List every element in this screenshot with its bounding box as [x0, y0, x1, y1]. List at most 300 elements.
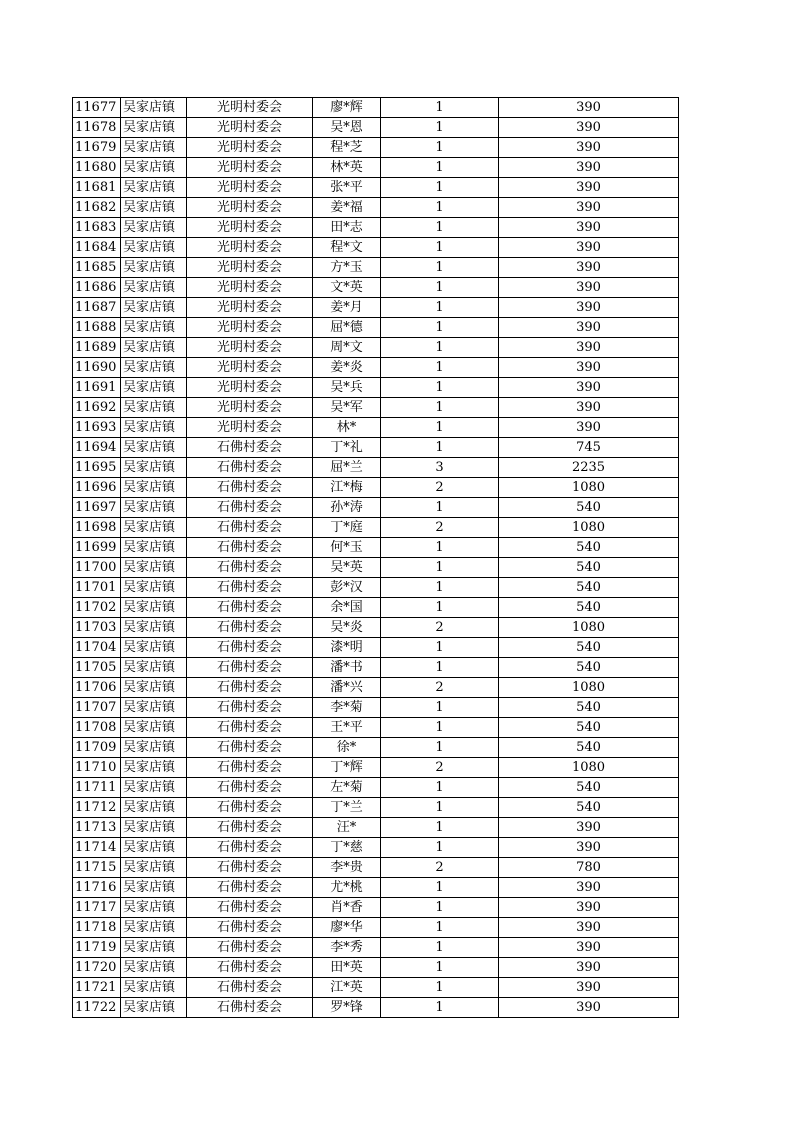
amount-cell: 2235 [499, 458, 679, 478]
village-cell: 石佛村委会 [187, 598, 313, 618]
amount-cell: 1080 [499, 618, 679, 638]
name-cell: 姜*福 [313, 198, 381, 218]
name-cell: 潘*书 [313, 658, 381, 678]
table-row [73, 758, 679, 778]
count-cell: 2 [381, 678, 499, 698]
name-cell: 丁*慈 [313, 838, 381, 858]
town-cell: 吴家店镇 [121, 538, 187, 558]
town-cell: 吴家店镇 [121, 98, 187, 118]
amount-cell: 540 [499, 578, 679, 598]
name-cell: 廖*华 [313, 918, 381, 938]
village-cell: 光明村委会 [187, 138, 313, 158]
row-id-cell: 11722 [73, 998, 121, 1018]
count-cell: 1 [381, 558, 499, 578]
count-cell: 1 [381, 398, 499, 418]
count-cell: 1 [381, 298, 499, 318]
count-cell: 1 [381, 878, 499, 898]
row-id-cell: 11684 [73, 238, 121, 258]
count-cell: 1 [381, 198, 499, 218]
amount-cell: 390 [499, 898, 679, 918]
village-cell: 光明村委会 [187, 238, 313, 258]
table-row [73, 638, 679, 658]
name-cell: 姜*炎 [313, 358, 381, 378]
town-cell: 吴家店镇 [121, 458, 187, 478]
name-cell: 潘*兴 [313, 678, 381, 698]
row-id-cell: 11698 [73, 518, 121, 538]
count-cell: 1 [381, 278, 499, 298]
name-cell: 周*文 [313, 338, 381, 358]
count-cell: 1 [381, 658, 499, 678]
count-cell: 1 [381, 738, 499, 758]
count-cell: 1 [381, 98, 499, 118]
amount-cell: 390 [499, 998, 679, 1018]
row-id-cell: 11696 [73, 478, 121, 498]
row-id-cell: 11680 [73, 158, 121, 178]
village-cell: 光明村委会 [187, 318, 313, 338]
count-cell: 2 [381, 518, 499, 538]
name-cell: 江*英 [313, 978, 381, 998]
count-cell: 1 [381, 938, 499, 958]
table-row [73, 478, 679, 498]
table-row [73, 438, 679, 458]
row-id-cell: 11721 [73, 978, 121, 998]
town-cell: 吴家店镇 [121, 598, 187, 618]
table-row [73, 658, 679, 678]
town-cell: 吴家店镇 [121, 998, 187, 1018]
table-row [73, 798, 679, 818]
amount-cell: 390 [499, 838, 679, 858]
town-cell: 吴家店镇 [121, 798, 187, 818]
subsidy-table [72, 97, 679, 1018]
village-cell: 石佛村委会 [187, 478, 313, 498]
town-cell: 吴家店镇 [121, 618, 187, 638]
table-row [73, 418, 679, 438]
row-id-cell: 11712 [73, 798, 121, 818]
name-cell: 田*英 [313, 958, 381, 978]
amount-cell: 390 [499, 158, 679, 178]
village-cell: 石佛村委会 [187, 518, 313, 538]
village-cell: 石佛村委会 [187, 898, 313, 918]
table-row [73, 698, 679, 718]
village-cell: 光明村委会 [187, 178, 313, 198]
count-cell: 1 [381, 318, 499, 338]
town-cell: 吴家店镇 [121, 158, 187, 178]
count-cell: 1 [381, 498, 499, 518]
row-id-cell: 11682 [73, 198, 121, 218]
name-cell: 丁*兰 [313, 798, 381, 818]
name-cell: 屈*兰 [313, 458, 381, 478]
village-cell: 石佛村委会 [187, 438, 313, 458]
town-cell: 吴家店镇 [121, 378, 187, 398]
count-cell: 1 [381, 958, 499, 978]
count-cell: 1 [381, 698, 499, 718]
town-cell: 吴家店镇 [121, 858, 187, 878]
table-row [73, 338, 679, 358]
town-cell: 吴家店镇 [121, 298, 187, 318]
amount-cell: 1080 [499, 758, 679, 778]
name-cell: 程*芝 [313, 138, 381, 158]
village-cell: 光明村委会 [187, 358, 313, 378]
count-cell: 2 [381, 478, 499, 498]
amount-cell: 540 [499, 598, 679, 618]
name-cell: 左*菊 [313, 778, 381, 798]
village-cell: 光明村委会 [187, 258, 313, 278]
table-row [73, 598, 679, 618]
amount-cell: 390 [499, 978, 679, 998]
row-id-cell: 11716 [73, 878, 121, 898]
count-cell: 1 [381, 578, 499, 598]
count-cell: 1 [381, 998, 499, 1018]
row-id-cell: 11692 [73, 398, 121, 418]
table-row [73, 258, 679, 278]
village-cell: 石佛村委会 [187, 978, 313, 998]
amount-cell: 390 [499, 878, 679, 898]
amount-cell: 390 [499, 378, 679, 398]
name-cell: 林*英 [313, 158, 381, 178]
row-id-cell: 11694 [73, 438, 121, 458]
amount-cell: 390 [499, 298, 679, 318]
village-cell: 石佛村委会 [187, 918, 313, 938]
village-cell: 石佛村委会 [187, 558, 313, 578]
name-cell: 孙*涛 [313, 498, 381, 518]
table-body [73, 98, 679, 1018]
count-cell: 1 [381, 538, 499, 558]
name-cell: 吴*英 [313, 558, 381, 578]
village-cell: 石佛村委会 [187, 998, 313, 1018]
name-cell: 文*英 [313, 278, 381, 298]
name-cell: 田*志 [313, 218, 381, 238]
town-cell: 吴家店镇 [121, 678, 187, 698]
row-id-cell: 11714 [73, 838, 121, 858]
village-cell: 石佛村委会 [187, 738, 313, 758]
amount-cell: 390 [499, 318, 679, 338]
town-cell: 吴家店镇 [121, 718, 187, 738]
table-row [73, 898, 679, 918]
row-id-cell: 11718 [73, 918, 121, 938]
town-cell: 吴家店镇 [121, 738, 187, 758]
count-cell: 1 [381, 418, 499, 438]
town-cell: 吴家店镇 [121, 518, 187, 538]
amount-cell: 540 [499, 638, 679, 658]
table-row [73, 218, 679, 238]
name-cell: 李*贵 [313, 858, 381, 878]
count-cell: 3 [381, 458, 499, 478]
amount-cell: 390 [499, 418, 679, 438]
amount-cell: 540 [499, 778, 679, 798]
village-cell: 石佛村委会 [187, 878, 313, 898]
town-cell: 吴家店镇 [121, 978, 187, 998]
table-row [73, 918, 679, 938]
table-row [73, 138, 679, 158]
row-id-cell: 11683 [73, 218, 121, 238]
amount-cell: 390 [499, 818, 679, 838]
row-id-cell: 11697 [73, 498, 121, 518]
amount-cell: 540 [499, 538, 679, 558]
village-cell: 光明村委会 [187, 158, 313, 178]
amount-cell: 390 [499, 258, 679, 278]
name-cell: 徐* [313, 738, 381, 758]
table-row [73, 298, 679, 318]
town-cell: 吴家店镇 [121, 818, 187, 838]
name-cell: 罗*锋 [313, 998, 381, 1018]
table-row [73, 198, 679, 218]
name-cell: 漆*明 [313, 638, 381, 658]
row-id-cell: 11688 [73, 318, 121, 338]
row-id-cell: 11703 [73, 618, 121, 638]
table-row [73, 118, 679, 138]
row-id-cell: 11707 [73, 698, 121, 718]
row-id-cell: 11713 [73, 818, 121, 838]
village-cell: 石佛村委会 [187, 758, 313, 778]
village-cell: 光明村委会 [187, 98, 313, 118]
row-id-cell: 11685 [73, 258, 121, 278]
table-row [73, 718, 679, 738]
count-cell: 1 [381, 978, 499, 998]
town-cell: 吴家店镇 [121, 758, 187, 778]
town-cell: 吴家店镇 [121, 398, 187, 418]
village-cell: 石佛村委会 [187, 818, 313, 838]
amount-cell: 390 [499, 118, 679, 138]
table-row [73, 938, 679, 958]
amount-cell: 390 [499, 938, 679, 958]
amount-cell: 390 [499, 138, 679, 158]
name-cell: 林* [313, 418, 381, 438]
name-cell: 吴*恩 [313, 118, 381, 138]
town-cell: 吴家店镇 [121, 178, 187, 198]
amount-cell: 1080 [499, 678, 679, 698]
village-cell: 石佛村委会 [187, 858, 313, 878]
row-id-cell: 11717 [73, 898, 121, 918]
town-cell: 吴家店镇 [121, 838, 187, 858]
row-id-cell: 11681 [73, 178, 121, 198]
row-id-cell: 11690 [73, 358, 121, 378]
village-cell: 石佛村委会 [187, 798, 313, 818]
name-cell: 汪* [313, 818, 381, 838]
town-cell: 吴家店镇 [121, 438, 187, 458]
name-cell: 余*国 [313, 598, 381, 618]
amount-cell: 540 [499, 498, 679, 518]
amount-cell: 1080 [499, 478, 679, 498]
town-cell: 吴家店镇 [121, 638, 187, 658]
village-cell: 石佛村委会 [187, 678, 313, 698]
count-cell: 2 [381, 858, 499, 878]
table-row [73, 978, 679, 998]
table-row [73, 278, 679, 298]
count-cell: 1 [381, 258, 499, 278]
count-cell: 1 [381, 358, 499, 378]
amount-cell: 540 [499, 558, 679, 578]
table-row [73, 818, 679, 838]
row-id-cell: 11708 [73, 718, 121, 738]
name-cell: 尤*桃 [313, 878, 381, 898]
town-cell: 吴家店镇 [121, 878, 187, 898]
row-id-cell: 11686 [73, 278, 121, 298]
amount-cell: 390 [499, 338, 679, 358]
amount-cell: 540 [499, 658, 679, 678]
village-cell: 光明村委会 [187, 198, 313, 218]
town-cell: 吴家店镇 [121, 118, 187, 138]
village-cell: 光明村委会 [187, 338, 313, 358]
name-cell: 屈*德 [313, 318, 381, 338]
name-cell: 吴*兵 [313, 378, 381, 398]
count-cell: 1 [381, 338, 499, 358]
count-cell: 2 [381, 758, 499, 778]
name-cell: 方*玉 [313, 258, 381, 278]
amount-cell: 390 [499, 398, 679, 418]
row-id-cell: 11704 [73, 638, 121, 658]
name-cell: 姜*月 [313, 298, 381, 318]
town-cell: 吴家店镇 [121, 958, 187, 978]
village-cell: 石佛村委会 [187, 778, 313, 798]
village-cell: 石佛村委会 [187, 538, 313, 558]
town-cell: 吴家店镇 [121, 278, 187, 298]
count-cell: 1 [381, 818, 499, 838]
town-cell: 吴家店镇 [121, 358, 187, 378]
town-cell: 吴家店镇 [121, 558, 187, 578]
table-row [73, 878, 679, 898]
count-cell: 1 [381, 138, 499, 158]
town-cell: 吴家店镇 [121, 418, 187, 438]
table-row [73, 958, 679, 978]
town-cell: 吴家店镇 [121, 578, 187, 598]
name-cell: 程*文 [313, 238, 381, 258]
table-row [73, 238, 679, 258]
table-row [73, 178, 679, 198]
count-cell: 1 [381, 598, 499, 618]
count-cell: 1 [381, 898, 499, 918]
table-row [73, 318, 679, 338]
amount-cell: 540 [499, 718, 679, 738]
village-cell: 石佛村委会 [187, 958, 313, 978]
table-row [73, 998, 679, 1018]
row-id-cell: 11678 [73, 118, 121, 138]
row-id-cell: 11693 [73, 418, 121, 438]
table-row [73, 378, 679, 398]
count-cell: 1 [381, 178, 499, 198]
count-cell: 1 [381, 718, 499, 738]
town-cell: 吴家店镇 [121, 318, 187, 338]
town-cell: 吴家店镇 [121, 898, 187, 918]
village-cell: 石佛村委会 [187, 698, 313, 718]
count-cell: 1 [381, 638, 499, 658]
name-cell: 肖*香 [313, 898, 381, 918]
village-cell: 石佛村委会 [187, 618, 313, 638]
name-cell: 李*秀 [313, 938, 381, 958]
village-cell: 光明村委会 [187, 218, 313, 238]
row-id-cell: 11699 [73, 538, 121, 558]
name-cell: 彭*汉 [313, 578, 381, 598]
count-cell: 1 [381, 918, 499, 938]
count-cell: 1 [381, 118, 499, 138]
amount-cell: 390 [499, 98, 679, 118]
name-cell: 王*平 [313, 718, 381, 738]
table-row [73, 458, 679, 478]
amount-cell: 780 [499, 858, 679, 878]
table-row [73, 158, 679, 178]
name-cell: 廖*辉 [313, 98, 381, 118]
amount-cell: 390 [499, 178, 679, 198]
amount-cell: 390 [499, 238, 679, 258]
town-cell: 吴家店镇 [121, 658, 187, 678]
village-cell: 石佛村委会 [187, 838, 313, 858]
village-cell: 光明村委会 [187, 378, 313, 398]
village-cell: 石佛村委会 [187, 458, 313, 478]
town-cell: 吴家店镇 [121, 938, 187, 958]
table-row [73, 858, 679, 878]
row-id-cell: 11691 [73, 378, 121, 398]
table-row [73, 398, 679, 418]
amount-cell: 390 [499, 198, 679, 218]
row-id-cell: 11711 [73, 778, 121, 798]
count-cell: 1 [381, 238, 499, 258]
row-id-cell: 11710 [73, 758, 121, 778]
amount-cell: 745 [499, 438, 679, 458]
table-row [73, 358, 679, 378]
row-id-cell: 11719 [73, 938, 121, 958]
amount-cell: 390 [499, 918, 679, 938]
table-row [73, 838, 679, 858]
amount-cell: 540 [499, 698, 679, 718]
table-row [73, 678, 679, 698]
amount-cell: 540 [499, 798, 679, 818]
row-id-cell: 11700 [73, 558, 121, 578]
count-cell: 1 [381, 378, 499, 398]
row-id-cell: 11701 [73, 578, 121, 598]
town-cell: 吴家店镇 [121, 698, 187, 718]
table-row [73, 618, 679, 638]
table-row [73, 538, 679, 558]
row-id-cell: 11706 [73, 678, 121, 698]
amount-cell: 390 [499, 218, 679, 238]
row-id-cell: 11677 [73, 98, 121, 118]
row-id-cell: 11679 [73, 138, 121, 158]
count-cell: 2 [381, 618, 499, 638]
name-cell: 吴*军 [313, 398, 381, 418]
row-id-cell: 11702 [73, 598, 121, 618]
village-cell: 石佛村委会 [187, 638, 313, 658]
name-cell: 张*平 [313, 178, 381, 198]
town-cell: 吴家店镇 [121, 218, 187, 238]
town-cell: 吴家店镇 [121, 138, 187, 158]
count-cell: 1 [381, 158, 499, 178]
row-id-cell: 11709 [73, 738, 121, 758]
name-cell: 何*玉 [313, 538, 381, 558]
table-row [73, 578, 679, 598]
village-cell: 石佛村委会 [187, 938, 313, 958]
table-row [73, 778, 679, 798]
town-cell: 吴家店镇 [121, 338, 187, 358]
name-cell: 丁*庭 [313, 518, 381, 538]
town-cell: 吴家店镇 [121, 498, 187, 518]
village-cell: 光明村委会 [187, 298, 313, 318]
name-cell: 丁*礼 [313, 438, 381, 458]
village-cell: 石佛村委会 [187, 718, 313, 738]
count-cell: 1 [381, 438, 499, 458]
village-cell: 光明村委会 [187, 118, 313, 138]
town-cell: 吴家店镇 [121, 258, 187, 278]
amount-cell: 390 [499, 958, 679, 978]
table-row [73, 98, 679, 118]
town-cell: 吴家店镇 [121, 238, 187, 258]
row-id-cell: 11695 [73, 458, 121, 478]
town-cell: 吴家店镇 [121, 778, 187, 798]
count-cell: 1 [381, 778, 499, 798]
name-cell: 吴*炎 [313, 618, 381, 638]
village-cell: 光明村委会 [187, 278, 313, 298]
count-cell: 1 [381, 218, 499, 238]
village-cell: 石佛村委会 [187, 498, 313, 518]
row-id-cell: 11705 [73, 658, 121, 678]
